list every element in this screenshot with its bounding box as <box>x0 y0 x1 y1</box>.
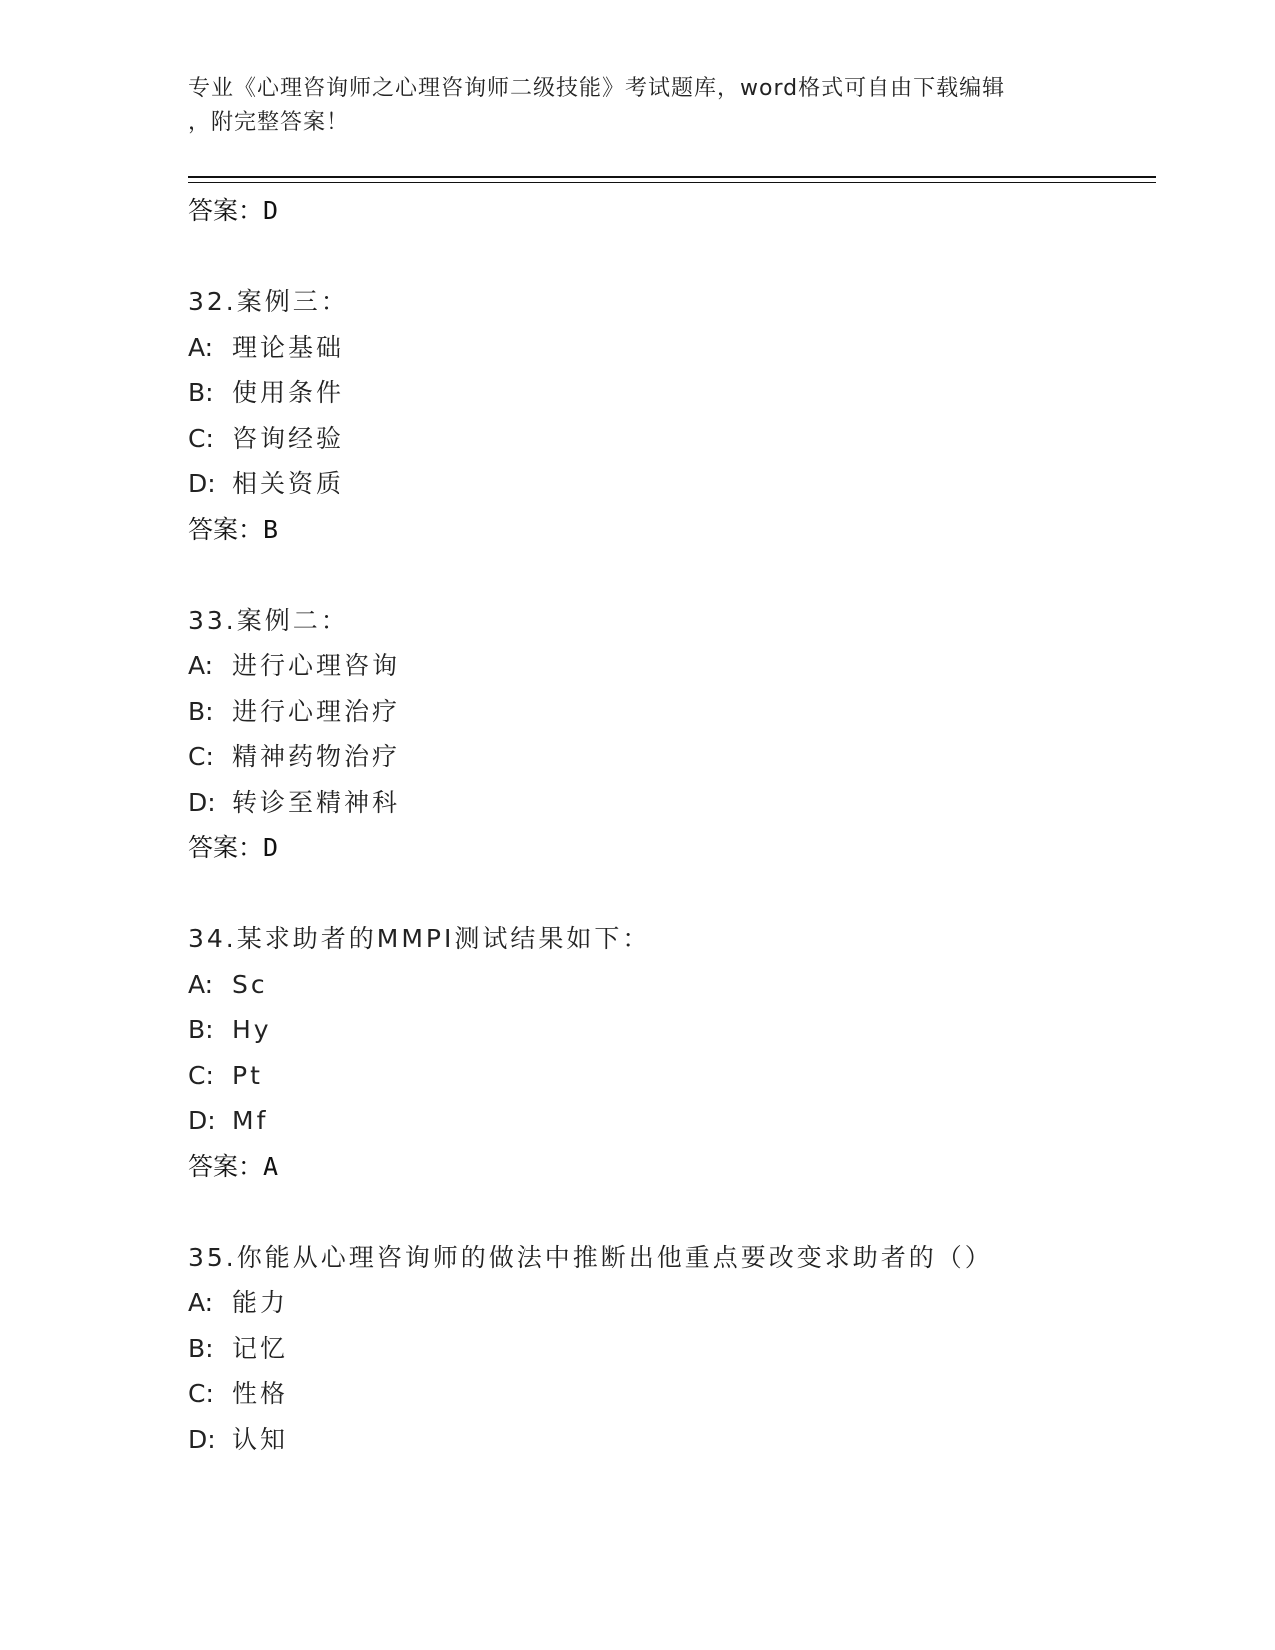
option-text: 转诊至精神科 <box>232 787 401 817</box>
document-header <box>188 72 1088 140</box>
option-text: 精神药物治疗 <box>232 742 401 771</box>
option-text: 使用条件 <box>232 378 345 407</box>
option-key: C: <box>188 742 214 771</box>
answer-line <box>188 825 1148 871</box>
option-d <box>188 780 1148 826</box>
option-a <box>188 325 1148 371</box>
option-key: B: <box>188 696 214 726</box>
header-title-line-1: 专业《心理咨询师之心理咨询师二级技能》考试题库，word格式可自由下载编辑 <box>188 76 1006 101</box>
option-c <box>188 1053 1148 1099</box>
answer-line <box>188 507 1148 553</box>
option-text: Mf <box>232 1106 269 1135</box>
question-stem: 33.案例二： <box>188 605 349 635</box>
option-key: A: <box>188 332 214 362</box>
option-text: Hy <box>232 1015 272 1044</box>
answer-line-previous <box>188 188 1148 234</box>
option-key: C: <box>188 1060 214 1090</box>
answer-label: 答案： <box>188 833 264 862</box>
option-text: 能力 <box>232 1288 289 1317</box>
option-b <box>188 370 1148 416</box>
option-key: A: <box>188 969 214 999</box>
option-key: C: <box>188 1379 214 1408</box>
answer-value: B <box>263 514 279 544</box>
answer-value: A <box>263 1151 279 1181</box>
option-text: 咨询经验 <box>232 423 345 453</box>
option-b <box>188 1007 1148 1053</box>
option-key: D: <box>188 787 216 817</box>
spacer <box>188 234 1148 279</box>
option-b <box>188 1326 1148 1372</box>
header-divider-thick <box>188 176 1156 178</box>
header-divider-thin <box>188 182 1156 183</box>
option-a <box>188 643 1148 689</box>
option-key: B: <box>188 1333 214 1363</box>
question-list <box>188 188 1148 1462</box>
header-title-line-2: ，附完整答案！ <box>188 110 350 135</box>
question-block-32 <box>188 279 1148 553</box>
option-text: 理论基础 <box>232 332 345 362</box>
option-text: 记忆 <box>232 1333 289 1363</box>
option-key: D: <box>188 1424 216 1454</box>
answer-label: 答案： <box>188 196 264 225</box>
option-text: 认知 <box>232 1424 289 1454</box>
answer-value: D <box>263 833 279 862</box>
question-stem: 35.你能从心理咨询师的做法中推断出他重点要改变求助者的（） <box>188 1242 993 1272</box>
option-key: B: <box>188 378 214 407</box>
option-a <box>188 1280 1148 1326</box>
option-d <box>188 1417 1148 1463</box>
option-text: 性格 <box>232 1379 289 1408</box>
answer-label: 答案： <box>188 514 264 544</box>
option-key: B: <box>188 1015 214 1044</box>
option-a <box>188 962 1148 1008</box>
option-text: 相关资质 <box>232 469 345 498</box>
spacer <box>188 553 1148 598</box>
question-stem: 32.案例三： <box>188 287 349 316</box>
option-key: A: <box>188 651 214 680</box>
option-d <box>188 461 1148 507</box>
option-key: D: <box>188 1106 216 1135</box>
spacer <box>188 1190 1148 1235</box>
question-block-33 <box>188 598 1148 872</box>
answer-line <box>188 1144 1148 1190</box>
question-stem: 34.某求助者的MMPI测试结果如下： <box>188 924 651 953</box>
question-block-34 <box>188 916 1148 1190</box>
option-key: C: <box>188 423 214 453</box>
option-d <box>188 1098 1148 1144</box>
option-text: Sc <box>232 969 268 999</box>
option-c <box>188 734 1148 780</box>
option-key: D: <box>188 469 216 498</box>
spacer <box>188 871 1148 916</box>
option-b <box>188 689 1148 735</box>
answer-label: 答案： <box>188 1151 264 1181</box>
option-c <box>188 416 1148 462</box>
option-key: A: <box>188 1288 214 1317</box>
option-text: 进行心理咨询 <box>232 651 401 680</box>
question-block-35 <box>188 1235 1148 1463</box>
option-text: Pt <box>232 1060 263 1090</box>
option-c <box>188 1371 1148 1417</box>
answer-value: D <box>263 196 279 225</box>
option-text: 进行心理治疗 <box>232 696 401 726</box>
